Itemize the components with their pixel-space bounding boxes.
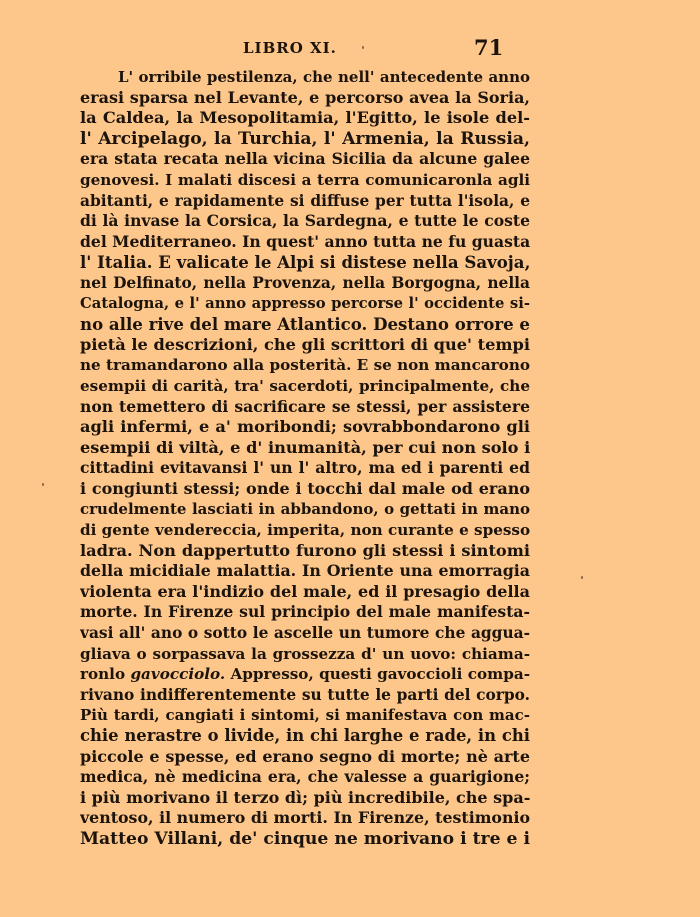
text-line: Matteo Villani, de' cinque ne morivano i tre e i — [80, 828, 530, 849]
print-speck — [42, 483, 44, 486]
text-line: abitanti, e rapidamente si diffuse per tutta l'isola, e — [80, 191, 530, 210]
text-line: genovesi. I malati discesi a terra comunicaronla agli — [80, 170, 530, 189]
text-line: ventoso, il numero di morti. In Firenze, testimonio — [80, 808, 530, 828]
text-line: della micidiale malattia. In Oriente una emorragia — [80, 561, 530, 581]
text-line: piccole e spesse, ed erano segno di morte; nè arte — [80, 746, 530, 766]
text-line: di là invase la Corsica, la Sardegna, e tutte le coste — [80, 211, 530, 231]
page-header — [0, 33, 700, 61]
text-line: chie nerastre o livide, in chi larghe e rade, in chi — [80, 726, 530, 745]
text-line: l' Arcipelago, la Turchia, l' Armenia, la Russia, — [80, 128, 530, 149]
text-line: la Caldea, la Mesopolitamia, l'Egitto, le isole del- — [80, 108, 530, 128]
text-line: agli infermi, e a' moribondi; sovrabbondarono gli — [80, 417, 530, 437]
print-speck — [581, 576, 583, 579]
text-line: no alle rive del mare Atlantico. Destano orrore e — [80, 314, 530, 335]
text-line: gliava o sorpassava la grossezza d' un uovo: chiama- — [80, 644, 530, 663]
text-line: Catalogna, e l' anno appresso percorse l' occidente si- — [80, 294, 530, 312]
text-line: crudelmente lasciati in abbandono, o gettati in mano — [80, 500, 530, 519]
text-line: pietà le descrizioni, che gli scrittori di que' tempi — [80, 334, 530, 354]
text-line: cittadini evitavansi l' un l' altro, ma ed i parenti ed — [80, 458, 530, 478]
text-line: ronlo gavocciolo. Appresso, questi gavoccioli compa- — [80, 665, 530, 684]
text-line: morte. In Firenze sul principio del male manifesta- — [80, 602, 530, 622]
text-line: vasi all' ano o sotto le ascelle un tumore che aggua- — [80, 624, 530, 643]
text-line: erasi sparsa nel Levante, e percorso avea la Soria, — [80, 87, 530, 107]
text-line: ne tramandarono alla posterità. E se non mancarono — [80, 356, 530, 375]
page-number: 71 — [474, 35, 504, 60]
text-line: Più tardi, cangiati i sintomi, si manifestava con mac- — [80, 706, 530, 725]
body-text — [80, 67, 530, 850]
text-line: ladra. Non dappertutto furono gli stessi i sintomi — [80, 540, 530, 560]
text-line: medica, nè medicina era, che valesse a guarigione; — [80, 767, 530, 787]
print-speck — [362, 46, 364, 49]
text-line: i congiunti stessi; onde i tocchi dal male od erano — [80, 478, 530, 498]
text-line: nel Delfinato, nella Provenza, nella Borgogna, nella — [80, 273, 530, 292]
text-line: violenta era l'indizio del male, ed il presagio della — [80, 581, 530, 601]
text-line: esempii di carità, tra' sacerdoti, principalmente, che — [80, 376, 530, 395]
text-line: era stata recata nella vicina Sicilia da alcune galee — [80, 149, 530, 169]
text-line: L' orribile pestilenza, che nell' antecedente anno — [118, 68, 530, 86]
text-line: esempii di viltà, e d' inumanità, per cui non solo i — [80, 437, 530, 457]
text-line: di gente vendereccia, imperita, non curante e spesso — [80, 521, 530, 540]
text-line: i più morivano il terzo dì; più incredibile, che spa- — [80, 787, 530, 807]
text-line: rivano indifferentemente su tutte le parti del corpo. — [80, 685, 530, 704]
text-line: l' Italia. E valicate le Alpi si distese nella Savoja, — [80, 252, 530, 273]
text-line: del Mediterraneo. In quest' anno tutta ne fu guasta — [80, 231, 530, 251]
running-title: LIBRO XI. — [243, 39, 337, 57]
text-line: non temettero di sacrificare se stessi, per assistere — [80, 396, 530, 416]
